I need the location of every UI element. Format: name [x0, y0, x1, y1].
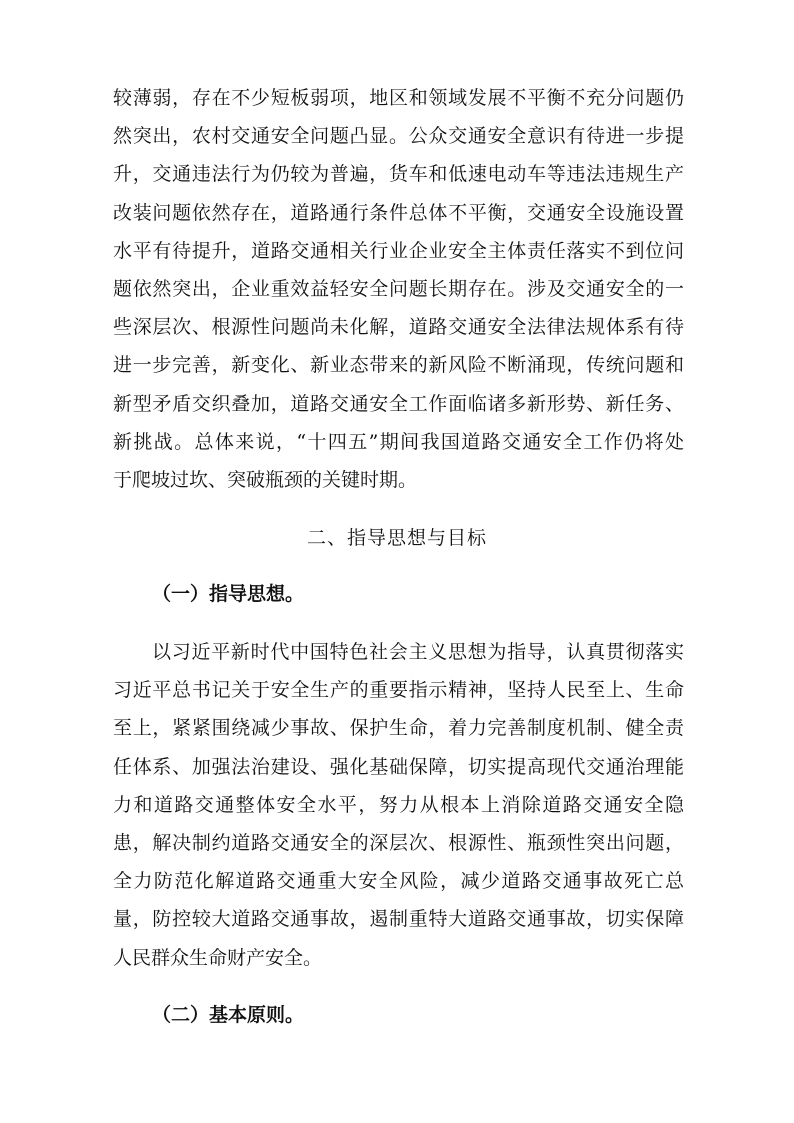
text-line: 水平有待提升，道路交通相关行业企业安全主体责任落实不到位问 — [113, 239, 684, 262]
subsection-heading-guiding-thought: （一）指导思想。 — [152, 583, 305, 605]
text-line: 以习近平新时代中国特色社会主义思想为指导，认真贯彻落实 — [152, 641, 684, 663]
text-line: 新型矛盾交织叠加，道路交通安全工作面临诸多新形势、新任务、 — [113, 392, 684, 415]
text-line: 较薄弱，存在不少短板弱项，地区和领域发展不平衡不充分问题仍 — [113, 87, 684, 109]
text-line: 量，防控较大道路交通事故，遏制重特大道路交通事故，切实保障 — [113, 908, 684, 931]
text-line: 新挑战。总体来说，“十四五”期间我国道路交通安全工作仍将处 — [113, 430, 684, 453]
paragraph-traffic-safety-situation — [113, 79, 684, 499]
text-line: 习近平总书记关于安全生产的重要指示精神，坚持人民至上、生命 — [113, 679, 684, 702]
text-line: 于爬坡过坎、突破瓶颈的关键时期。 — [113, 468, 418, 491]
text-line: 至上，紧紧围绕减少事故、保护生命，着力完善制度机制、健全责 — [113, 717, 684, 740]
text-line: 进一步完善，新变化、新业态带来的新风险不断涌现，传统问题和 — [113, 354, 684, 377]
text-line: 题依然突出，企业重效益轻安全问题长期存在。涉及交通安全的一 — [113, 277, 684, 300]
text-line: 升，交通违法行为仍较为普遍，货车和低速电动车等违法违规生产 — [113, 163, 684, 186]
section-heading: 二、指导思想与目标 — [306, 527, 487, 549]
text-line: 然突出，农村交通安全问题凸显。公众交通安全意识有待进一步提 — [113, 125, 684, 148]
text-line: 任体系、加强法治建设、强化基础保障，切实提高现代交通治理能 — [113, 755, 684, 778]
text-line: 人民群众生命财产安全。 — [113, 946, 323, 969]
subsection-heading-basic-principles: （二）基本原则。 — [152, 1004, 305, 1026]
paragraph-guiding-thought — [113, 633, 684, 977]
text-line: 些深层次、根源性问题尚未化解，道路交通安全法律法规体系有待 — [113, 316, 684, 339]
text-line: 患，解决制约道路交通安全的深层次、根源性、瓶颈性突出问题， — [113, 831, 684, 854]
text-line: 全力防范化解道路交通重大安全风险，减少道路交通事故死亡总 — [113, 870, 684, 893]
text-line: 改装问题依然存在，道路通行条件总体不平衡，交通安全设施设置 — [113, 201, 684, 224]
text-line: 力和道路交通整体安全水平，努力从根本上消除道路交通安全隐 — [113, 793, 684, 816]
